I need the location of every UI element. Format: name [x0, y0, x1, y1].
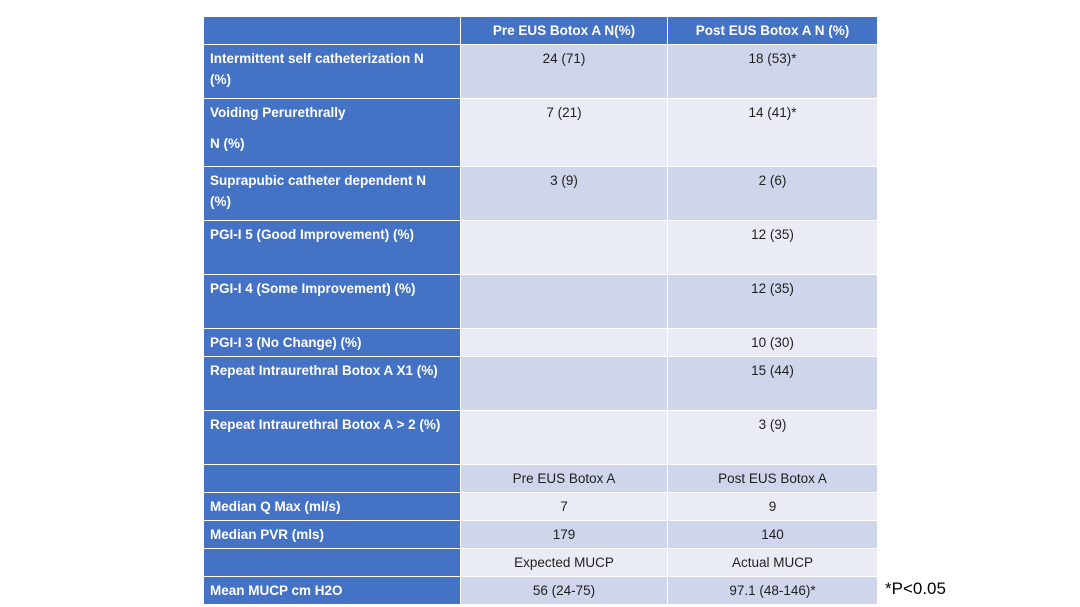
header-cell-post: Post EUS Botox A N (%)	[668, 17, 878, 45]
row-label	[204, 329, 461, 357]
table-row	[204, 493, 878, 521]
table-row	[204, 45, 878, 99]
row-label-line: PGI-I 3 (No Change) (%)	[210, 335, 362, 350]
row-label-line: Intermittent self catheterization N	[210, 51, 424, 66]
cell-pre: Pre EUS Botox A	[461, 465, 668, 493]
row-label	[204, 167, 461, 221]
table-row	[204, 167, 878, 221]
cell-post: 12 (35)	[668, 275, 878, 329]
cell-pre	[461, 357, 668, 411]
row-label	[204, 357, 461, 411]
row-label-line: PGI-I 5 (Good Improvement) (%)	[210, 227, 415, 242]
table-row	[204, 329, 878, 357]
row-label-line: Median PVR (mls)	[210, 527, 325, 542]
row-label-line: Repeat Intraurethral Botox A X1 (%)	[210, 363, 438, 378]
cell-post: Post EUS Botox A	[668, 465, 878, 493]
cell-pre: Expected MUCP	[461, 549, 668, 577]
table-row	[204, 221, 878, 275]
table-row	[204, 275, 878, 329]
row-label	[204, 45, 461, 99]
row-label	[204, 275, 461, 329]
row-label	[204, 221, 461, 275]
table-row	[204, 357, 878, 411]
results-table	[203, 16, 878, 605]
cell-pre	[461, 329, 668, 357]
cell-pre: 24 (71)	[461, 45, 668, 99]
cell-pre	[461, 275, 668, 329]
row-label-line: (%)	[210, 194, 231, 209]
cell-post: 3 (9)	[668, 411, 878, 465]
cell-pre: 56 (24-75)	[461, 577, 668, 605]
cell-post: 9	[668, 493, 878, 521]
table-row	[204, 99, 878, 167]
row-label	[204, 493, 461, 521]
row-label-line: N (%)	[210, 136, 245, 151]
row-label-line: Suprapubic catheter dependent N	[210, 173, 427, 188]
significance-footnote: *P<0.05	[885, 579, 946, 598]
cell-post: 140	[668, 521, 878, 549]
table-row	[204, 411, 878, 465]
row-label	[204, 577, 461, 605]
row-label-line: Median Q Max (ml/s)	[210, 499, 341, 514]
row-label-line	[210, 552, 454, 573]
cell-pre	[461, 411, 668, 465]
cell-post: 18 (53)*	[668, 45, 878, 99]
row-label	[204, 411, 461, 465]
row-label-line	[210, 468, 454, 489]
table-row	[204, 549, 878, 577]
row-label	[204, 549, 461, 577]
cell-pre: 7	[461, 493, 668, 521]
table-header-row	[204, 17, 878, 45]
table-row	[204, 521, 878, 549]
row-label-line: Voiding Perurethrally	[210, 105, 346, 120]
row-label	[204, 99, 461, 167]
cell-post: 97.1 (48-146)*	[668, 577, 878, 605]
row-label	[204, 521, 461, 549]
cell-post: 12 (35)	[668, 221, 878, 275]
cell-pre: 7 (21)	[461, 99, 668, 167]
row-label-line: Mean MUCP cm H2O	[210, 583, 343, 598]
cell-pre: 179	[461, 521, 668, 549]
row-label-line: Repeat Intraurethral Botox A > 2 (%)	[210, 417, 441, 432]
row-label-line: PGI-I 4 (Some Improvement) (%)	[210, 281, 416, 296]
header-cell-pre: Pre EUS Botox A N(%)	[461, 17, 668, 45]
cell-post: Actual MUCP	[668, 549, 878, 577]
cell-post: 10 (30)	[668, 329, 878, 357]
table-body	[204, 45, 878, 605]
header-cell-blank	[204, 17, 461, 45]
table-row	[204, 577, 878, 605]
row-label-line: (%)	[210, 72, 231, 87]
cell-post: 14 (41)*	[668, 99, 878, 167]
cell-pre	[461, 221, 668, 275]
row-label	[204, 465, 461, 493]
cell-post: 15 (44)	[668, 357, 878, 411]
cell-post: 2 (6)	[668, 167, 878, 221]
cell-pre: 3 (9)	[461, 167, 668, 221]
table-row	[204, 465, 878, 493]
